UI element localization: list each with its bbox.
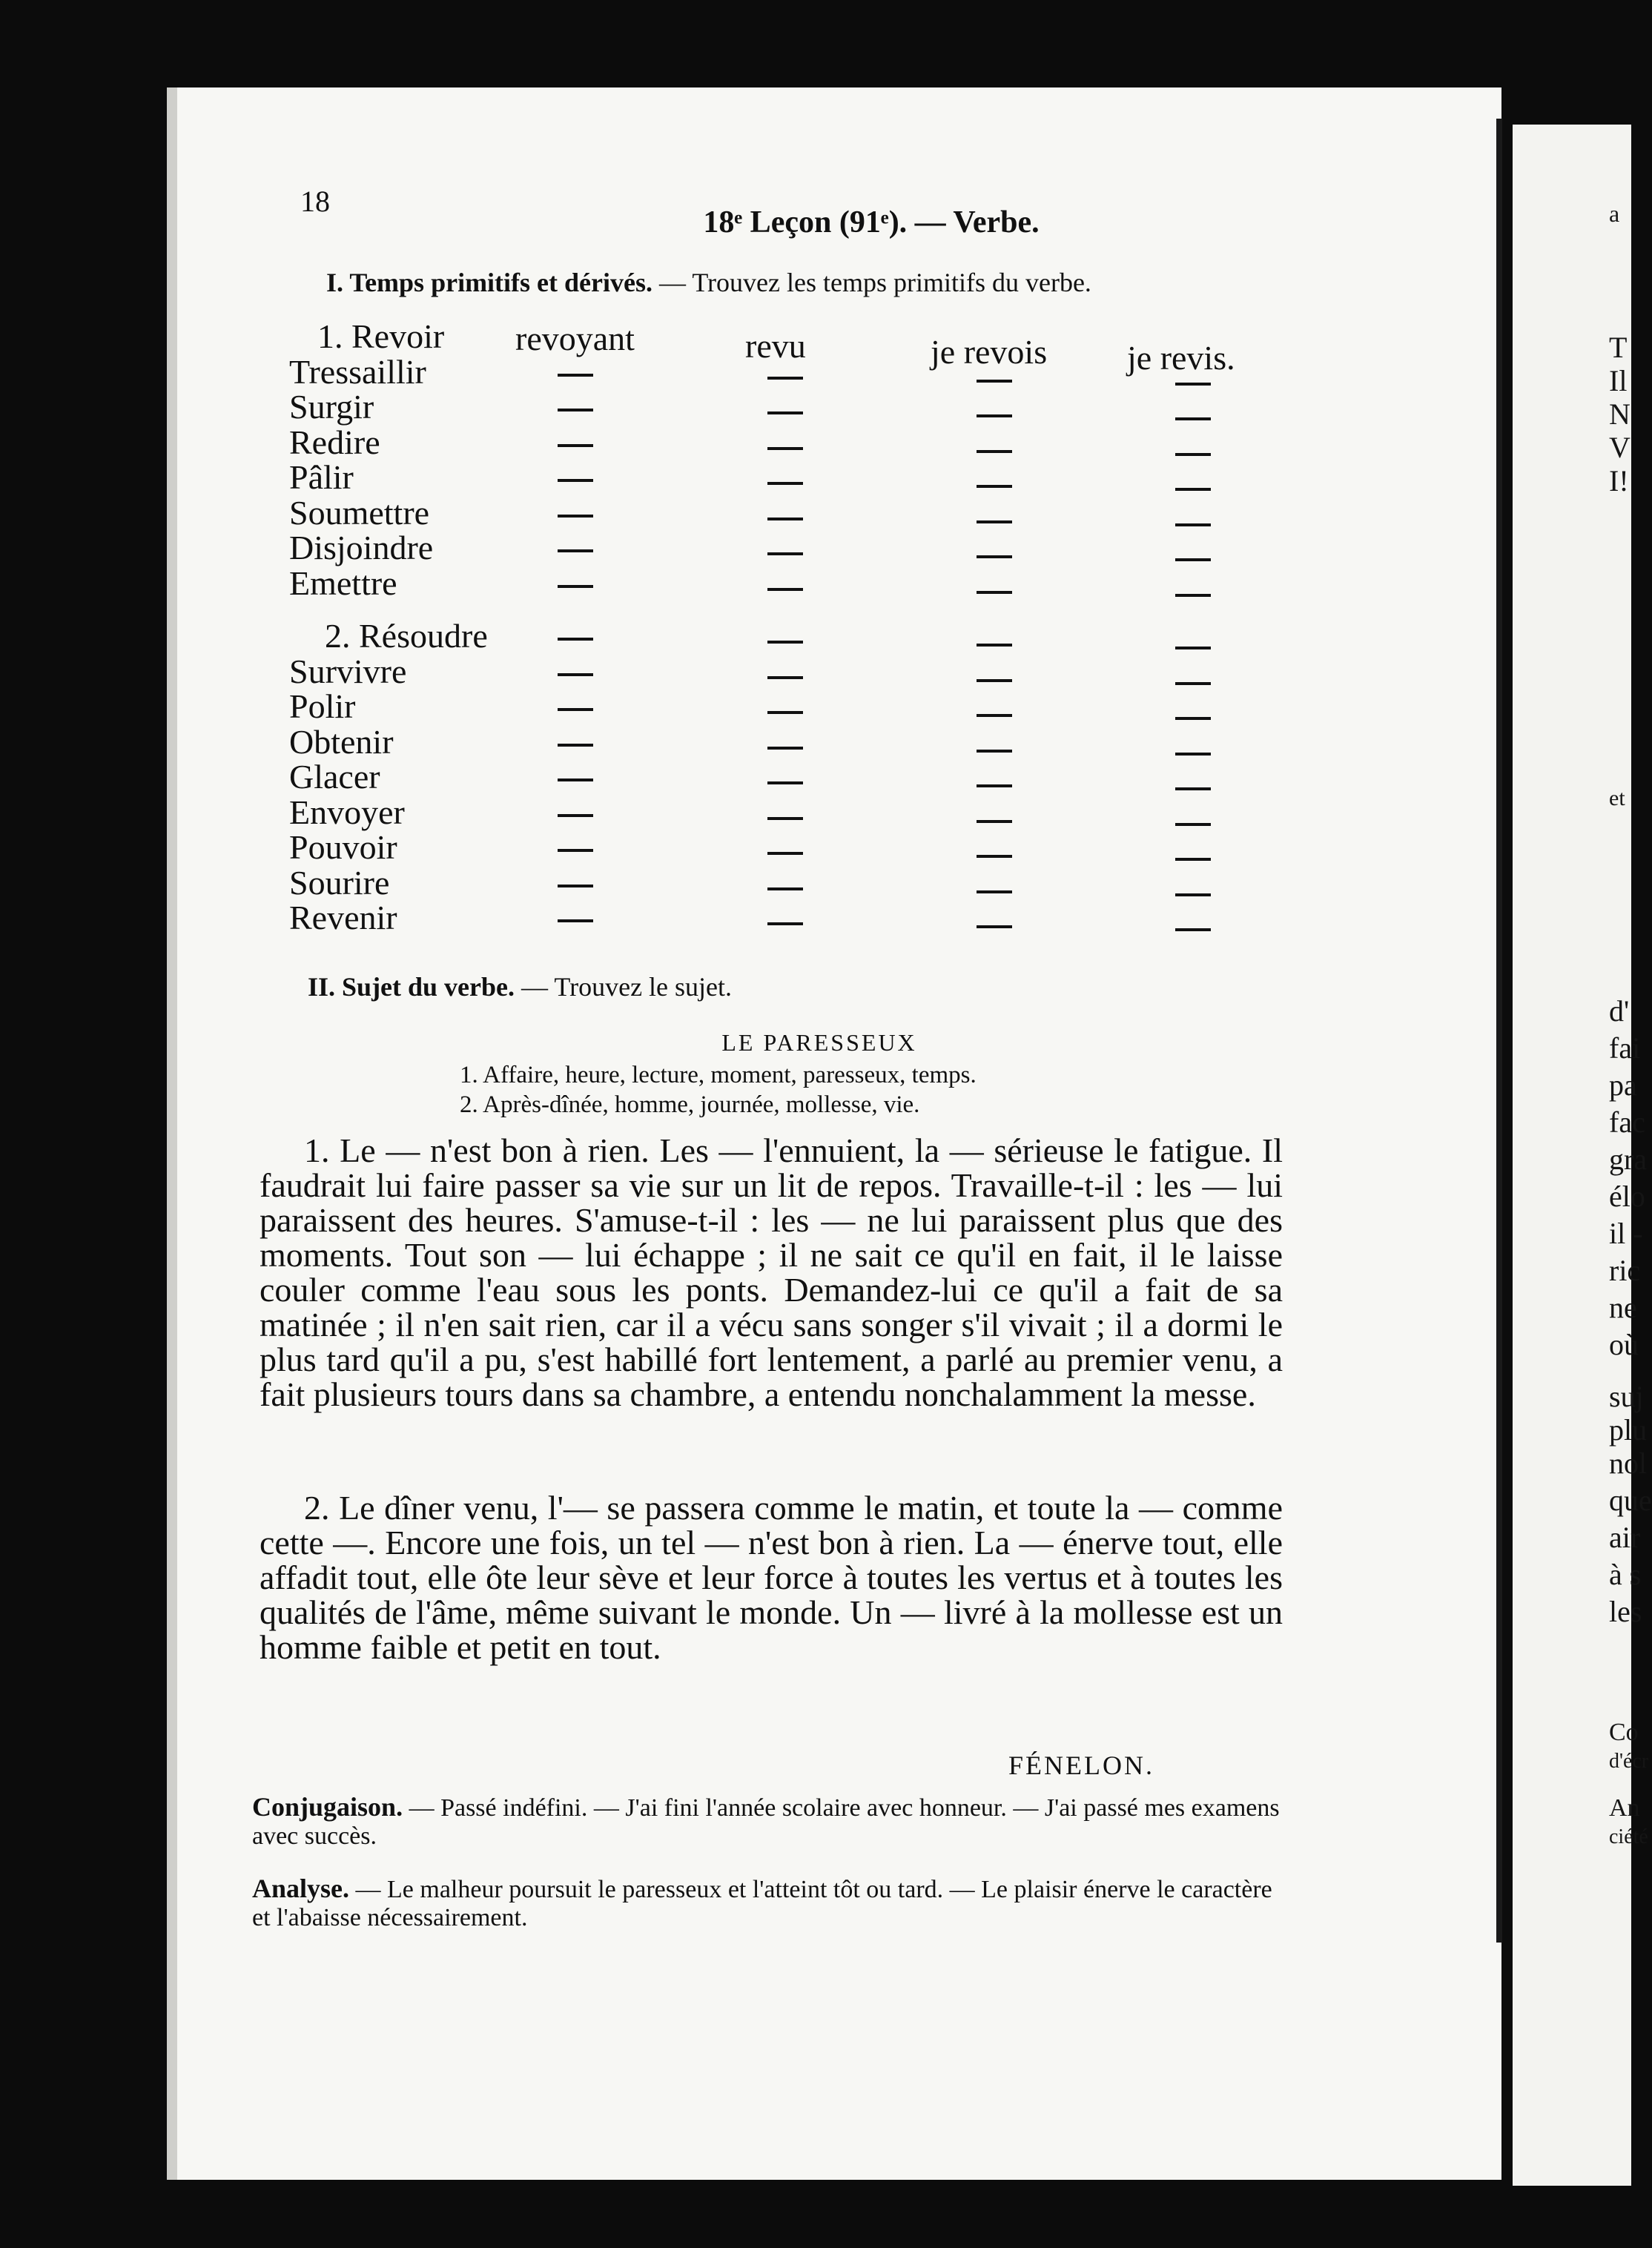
verb-list xyxy=(289,319,488,936)
answer-blank xyxy=(767,903,803,939)
answer-blank xyxy=(977,730,1012,766)
answer-blank xyxy=(977,871,1012,907)
answer-blank xyxy=(767,657,803,692)
dash-line xyxy=(767,887,803,890)
vocabulary-list xyxy=(460,1060,977,1120)
answer-blank xyxy=(767,692,803,727)
dash-line xyxy=(767,518,803,520)
facing-page-fragment: pa xyxy=(1609,1068,1637,1102)
facing-page-fragment: gra xyxy=(1609,1143,1648,1176)
answer-blank xyxy=(1175,575,1211,610)
dash-line xyxy=(1175,682,1211,685)
facing-page-fragment: V xyxy=(1609,431,1630,464)
facing-page-fragment: d' xyxy=(1609,994,1630,1028)
dash-line xyxy=(558,708,593,711)
dash-line xyxy=(767,781,803,784)
answer-blank xyxy=(1175,733,1211,769)
facing-page-fragment: Co xyxy=(1609,1719,1639,1746)
answer-blank xyxy=(767,868,803,904)
answer-blank xyxy=(558,865,593,901)
answer-blank xyxy=(558,830,593,865)
dash-line xyxy=(1175,858,1211,861)
answer-blank xyxy=(1175,434,1211,469)
answer-blank xyxy=(1175,504,1211,540)
example-form-4: je revis. xyxy=(1127,339,1235,377)
dash-line xyxy=(977,644,1012,647)
dash-line xyxy=(558,919,593,922)
dash-line xyxy=(1175,928,1211,931)
answer-blank xyxy=(767,533,803,569)
facing-page-fragment: Il xyxy=(1609,364,1628,397)
dash-line xyxy=(977,750,1012,753)
dash-line xyxy=(977,485,1012,488)
facing-page-fragment: a xyxy=(1609,200,1620,227)
verb-item: 1. Revoir xyxy=(317,317,445,355)
example-form-3: je revois xyxy=(931,333,1048,371)
dash-line xyxy=(558,744,593,747)
dash-line xyxy=(558,585,593,588)
answer-blank xyxy=(977,572,1012,607)
answer-blank xyxy=(558,389,593,425)
facing-page-fragment: ric xyxy=(1609,1254,1641,1287)
dash-line xyxy=(977,784,1012,787)
answer-blank xyxy=(977,765,1012,801)
section2-label: II. Sujet du verbe. xyxy=(308,972,515,1002)
facing-page-fragment: il - xyxy=(1609,1217,1643,1250)
verb-item: Soumettre xyxy=(289,493,430,532)
section1-label: I. Temps primitifs et dérivés. xyxy=(326,268,652,297)
answer-blank xyxy=(977,360,1012,396)
dash-line xyxy=(767,482,803,485)
answer-blank xyxy=(767,428,803,463)
section1-heading xyxy=(326,267,1091,298)
dash-line xyxy=(558,549,593,552)
facing-page-fragment: air xyxy=(1609,1521,1641,1554)
dash-line xyxy=(558,444,593,447)
answer-blank xyxy=(767,798,803,833)
dash-line xyxy=(1175,753,1211,756)
answer-blank xyxy=(977,906,1012,942)
verb-item: Redire xyxy=(289,423,380,461)
dash-line xyxy=(977,855,1012,858)
answer-blank xyxy=(977,624,1012,660)
answer-blank xyxy=(767,392,803,428)
answer-blank xyxy=(767,357,803,393)
vocabulary-line: 1. Affaire, heure, lecture, moment, paresseux, temps. xyxy=(460,1062,977,1088)
facing-page-fragment: fai xyxy=(1609,1031,1641,1065)
verb-item: Sourire xyxy=(289,863,390,902)
dash-line xyxy=(767,411,803,414)
answer-blank xyxy=(558,354,593,390)
analyse-note xyxy=(252,1874,1290,1932)
answer-column xyxy=(1175,363,1211,945)
answer-blank xyxy=(558,566,593,601)
verb-item: Emettre xyxy=(289,563,397,602)
example-form-1: revoyant xyxy=(515,320,635,357)
verb-item: Obtenir xyxy=(289,722,394,761)
answer-blank xyxy=(977,536,1012,572)
analyse-label: Analyse. xyxy=(252,1874,350,1903)
verb-item: Disjoindre xyxy=(289,529,434,566)
dash-line xyxy=(1175,893,1211,896)
answer-column xyxy=(767,357,803,939)
dash-line xyxy=(1175,488,1211,491)
conjugaison-note xyxy=(252,1793,1290,1851)
facing-page-fragment: suj xyxy=(1609,1380,1644,1413)
facing-page-fragment: à s xyxy=(1609,1558,1642,1591)
facing-page-fragment: ne xyxy=(1609,1291,1637,1324)
answer-blank xyxy=(558,460,593,495)
section1-instruction: — Trouvez les temps primitifs du verbe. xyxy=(658,268,1091,297)
answer-blank xyxy=(767,621,803,657)
answer-blank xyxy=(767,727,803,763)
answer-blank xyxy=(977,660,1012,695)
answer-blank xyxy=(767,463,803,498)
facing-page-fragment: les xyxy=(1609,1595,1642,1628)
answer-blank xyxy=(1175,698,1211,733)
answer-blank xyxy=(1175,874,1211,910)
facing-page-fragment: fac xyxy=(1609,1105,1645,1139)
facing-page-fragment: nol xyxy=(1609,1447,1648,1480)
answer-blank xyxy=(1175,398,1211,434)
dash-line xyxy=(558,638,593,641)
dash-line xyxy=(1175,558,1211,561)
dash-line xyxy=(977,414,1012,417)
facing-page-fragment: ciété xyxy=(1609,1825,1648,1848)
text-title: LE PARESSEUX xyxy=(721,1029,917,1056)
dash-line xyxy=(767,641,803,644)
answer-blank xyxy=(558,724,593,760)
facing-page-fragment: I! xyxy=(1609,464,1629,497)
dash-line xyxy=(1175,823,1211,826)
answer-blank xyxy=(977,431,1012,466)
dash-line xyxy=(767,922,803,925)
answer-column xyxy=(977,360,1012,942)
answer-blank xyxy=(1175,469,1211,504)
answer-blank xyxy=(767,762,803,798)
answer-blank xyxy=(1175,909,1211,945)
dash-line xyxy=(558,374,593,377)
facing-page-fragment: N xyxy=(1609,397,1630,431)
answer-blank xyxy=(767,498,803,534)
dash-line xyxy=(1175,594,1211,597)
dash-line xyxy=(977,925,1012,928)
answer-blank xyxy=(977,466,1012,501)
page-number: 18 xyxy=(300,185,330,218)
author-signature: FÉNELON. xyxy=(1008,1751,1154,1780)
dash-line xyxy=(558,778,593,781)
facing-page-fragment: T xyxy=(1609,331,1628,364)
answer-blank xyxy=(1175,363,1211,399)
group-spacer xyxy=(977,606,1012,624)
answer-blank xyxy=(558,618,593,654)
verb-item: Surgir xyxy=(289,388,374,426)
answer-blank xyxy=(1175,539,1211,575)
answer-blank xyxy=(1175,663,1211,698)
vocabulary-line: 2. Après-dînée, homme, journée, mollesse, vie. xyxy=(460,1091,920,1118)
answer-blank xyxy=(977,695,1012,730)
dash-line xyxy=(1175,523,1211,526)
facing-page-fragment: plu xyxy=(1609,1413,1648,1447)
dash-line xyxy=(558,673,593,676)
answer-blank xyxy=(558,759,593,795)
analyse-text: — Le malheur poursuit le paresseux et l'atteint tôt ou tard. — Le plaisir énerve le caractère et l'abaisse nécessairement. xyxy=(252,1876,1272,1931)
group-spacer xyxy=(1175,609,1211,627)
dash-line xyxy=(1175,417,1211,420)
facing-page-fragment: élo xyxy=(1609,1180,1645,1213)
dash-line xyxy=(558,885,593,887)
answer-blank xyxy=(977,395,1012,431)
facing-page-fragment: où xyxy=(1609,1328,1639,1361)
group-spacer xyxy=(558,601,593,618)
dash-line xyxy=(767,817,803,820)
dash-line xyxy=(977,591,1012,594)
dash-line xyxy=(977,380,1012,383)
answer-column xyxy=(558,354,593,936)
dash-line xyxy=(558,515,593,518)
answer-blank xyxy=(558,689,593,724)
verb-item: Survivre xyxy=(289,652,407,690)
section2-instruction: — Trouvez le sujet. xyxy=(521,972,733,1002)
section2-heading xyxy=(308,971,732,1002)
dash-line xyxy=(767,588,803,591)
paragraph-1: 1. Le — n'est bon à rien. Les — l'ennuient, la — sérieuse le fatigue. Il faudrait lui faire passer sa vie sur un lit de repos. Travaille-t-il : les — lui paraissent des heures. S'amuse-t-il : les — ne lui paraissent plus que des moments. Tout son — lui échappe ; il ne sait ce qu'il en fait, il le laisse couler comme l'eau sous les ponts. Demandez-lui ce qu'il a fait de sa matinée ; il n'en sait rien, car il a vécu sans songer s'il vivait ; il a dormi le plus tard qu'il a pu, s'est habillé fort lentement, a parlé au premier venu, a fait plusieurs tours dans sa chambre, a entendu nonchalamment la messe. xyxy=(260,1131,1283,1413)
answer-blank xyxy=(1175,839,1211,874)
dash-line xyxy=(977,820,1012,823)
conjugaison-label: Conjugaison. xyxy=(252,1792,403,1822)
facing-page-fragment: d'écr xyxy=(1609,1750,1649,1773)
dash-line xyxy=(1175,647,1211,649)
dash-line xyxy=(767,711,803,714)
dash-line xyxy=(767,552,803,555)
dash-line xyxy=(767,447,803,450)
verb-item: Tressaillir xyxy=(289,352,426,391)
lesson-heading: 18ᵉ Leçon (91ᵉ). — Verbe. xyxy=(703,205,1040,239)
verb-item: Glacer xyxy=(289,758,380,796)
conjugaison-text: — Passé indéfini. — J'ai fini l'année scolaire avec honneur. — J'ai passé mes examens avec succès. xyxy=(252,1794,1280,1850)
answer-blank xyxy=(1175,627,1211,663)
verb-item: Pouvoir xyxy=(289,828,397,866)
answer-blank xyxy=(1175,768,1211,804)
answer-blank xyxy=(1175,804,1211,839)
dash-line xyxy=(977,714,1012,717)
facing-page-fragment: et xyxy=(1609,786,1625,810)
verb-item: Revenir xyxy=(289,899,397,936)
dash-line xyxy=(1175,453,1211,456)
dash-line xyxy=(767,676,803,679)
paragraph-2: 2. Le dîner venu, l'— se passera comme le matin, et toute la — comme cette —. Encore une fois, un tel — n'est bon à rien. La — énerve tout, elle affadit tout, elle ôte leur sève et leur force à toutes les vertus et à toutes les qualités de l'âme, même suivant le monde. Un — livré à la mollesse est un homme faible et petit en tout. xyxy=(260,1489,1283,1666)
dash-line xyxy=(558,849,593,852)
answer-blank xyxy=(977,801,1012,836)
verb-item: Pâlir xyxy=(289,458,354,496)
answer-blank xyxy=(977,501,1012,537)
facing-page-fragment: que xyxy=(1609,1484,1652,1517)
dash-line xyxy=(558,479,593,482)
dash-line xyxy=(977,520,1012,523)
dash-line xyxy=(977,555,1012,558)
answer-blank xyxy=(977,836,1012,871)
dash-line xyxy=(977,890,1012,893)
verb-item: Polir xyxy=(289,687,356,725)
answer-blank xyxy=(558,795,593,830)
answer-blank xyxy=(558,900,593,936)
dash-line xyxy=(1175,717,1211,720)
answer-blank xyxy=(767,833,803,868)
dash-line xyxy=(558,814,593,817)
group-spacer xyxy=(767,604,803,621)
facing-page xyxy=(1513,125,1652,2186)
dash-line xyxy=(767,377,803,380)
dash-line xyxy=(767,852,803,855)
answer-blank xyxy=(558,495,593,531)
dash-line xyxy=(767,747,803,750)
verb-item: 2. Résoudre xyxy=(325,617,488,655)
example-form-2: revu xyxy=(745,327,806,365)
answer-blank xyxy=(767,569,803,604)
dash-line xyxy=(977,679,1012,682)
answer-blank xyxy=(558,425,593,460)
dash-line xyxy=(977,450,1012,453)
group-spacer xyxy=(289,601,488,618)
facing-page-fragment: An xyxy=(1609,1794,1640,1822)
answer-blank xyxy=(558,654,593,690)
answer-blank xyxy=(558,530,593,566)
dash-line xyxy=(1175,383,1211,386)
dash-line xyxy=(558,409,593,411)
verb-item: Envoyer xyxy=(289,793,405,831)
dash-line xyxy=(1175,787,1211,790)
